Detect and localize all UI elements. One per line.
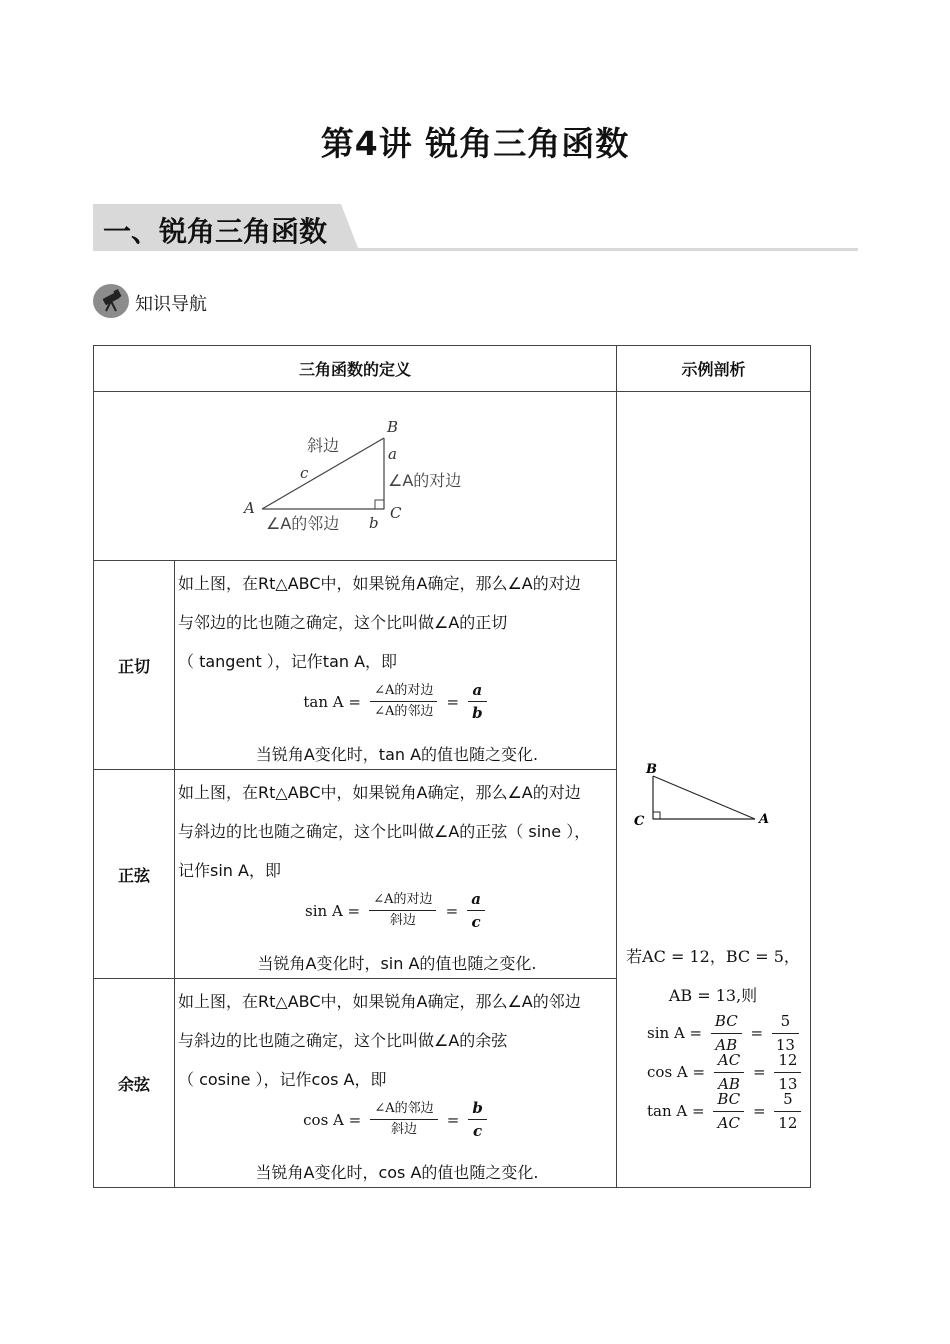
vertex-b-label: B (387, 418, 399, 436)
definition-footer: 当锐角A变化时，tan A的值也随之变化. (255, 744, 539, 764)
formula-eq: = (446, 1110, 460, 1129)
formula-num: ∠A的对边 (369, 892, 436, 911)
section-banner (93, 204, 858, 250)
page-title: 第4讲 锐角三角函数 (320, 124, 630, 163)
example-triangle (631, 760, 771, 830)
cos-rden: 13 (778, 1074, 798, 1093)
sine-definition (175, 770, 617, 979)
row-label-tangent: 正切 (94, 561, 175, 770)
definition-line: （ tangent ），记作tan A，即 (178, 651, 398, 671)
example-cos-formula (647, 1051, 805, 1094)
formula-lhs: cos A = (303, 1110, 362, 1129)
sin-rnum: 5 (772, 1012, 799, 1034)
nav-label: 知识导航 (135, 294, 207, 315)
side-a-label: a (388, 445, 397, 463)
adjacent-side-label: ∠A的邻边 (266, 514, 340, 533)
side-c-label: c (300, 464, 309, 482)
formula-rnum: a (467, 890, 485, 912)
sin-den: AB (715, 1035, 738, 1054)
formula-eq: = (446, 692, 460, 711)
sin-eq: = (750, 1024, 764, 1043)
side-b-label: b (369, 514, 379, 532)
tan-den: AC (717, 1113, 740, 1132)
sin-lhs: sin A = (647, 1024, 703, 1043)
formula-rnum: b (468, 1099, 487, 1121)
definition-line: 如上图，在Rt△ABC中，如果锐角A确定，那么∠A的对边 (178, 782, 581, 802)
telescope-icon (93, 284, 129, 318)
header-definition: 三角函数的定义 (94, 346, 617, 392)
cos-num: AC (714, 1051, 744, 1073)
tangent-formula (178, 681, 616, 743)
example-sin-formula (647, 1012, 803, 1055)
definition-line: 与邻边的比也随之确定，这个比叫做∠A的正切 (178, 612, 508, 632)
tan-num: BC (713, 1090, 744, 1112)
example-given-2: AB = 13,则 (668, 986, 758, 1005)
right-angle-mark (375, 500, 384, 509)
cos-den: AB (718, 1074, 740, 1093)
formula-eq: = (445, 901, 459, 920)
opposite-side-label: ∠A的对边 (388, 471, 462, 490)
row-label-cosine: 余弦 (94, 979, 175, 1188)
definition-line: 如上图，在Rt△ABC中，如果锐角A确定，那么∠A的对边 (178, 573, 581, 593)
example-vertex-b: B (646, 762, 658, 777)
cos-rnum: 12 (774, 1051, 801, 1073)
definition-line: 与斜边的比也随之确定，这个比叫做∠A的余弦 (178, 1030, 508, 1050)
formula-num: ∠A的对边 (370, 683, 437, 702)
tan-eq: = (752, 1102, 766, 1121)
table-header-row (94, 346, 811, 392)
example-given-1: 若AC = 12，BC = 5， (626, 947, 800, 966)
formula-den: ∠A的邻边 (374, 704, 434, 720)
row-label-sine: 正弦 (94, 770, 175, 979)
cosine-definition (175, 979, 617, 1188)
cos-lhs: cos A = (647, 1063, 706, 1082)
sine-formula (178, 890, 616, 952)
sin-rden: 13 (775, 1035, 795, 1054)
triangle-diagram (94, 392, 617, 560)
formula-den: 斜边 (390, 1122, 417, 1138)
cos-eq: = (752, 1063, 766, 1082)
vertex-c-label: C (390, 504, 402, 522)
definition-table (93, 345, 811, 1188)
example-vertex-c: C (634, 814, 645, 829)
example-cell (617, 392, 811, 1188)
example-side-ab (653, 776, 755, 819)
tan-rnum: 5 (774, 1090, 801, 1112)
vertex-a-label: A (244, 499, 255, 517)
definition-line: 与斜边的比也随之确定，这个比叫做∠A的正弦（ sine ）， (178, 821, 591, 841)
formula-den: 斜边 (389, 913, 416, 929)
example-tan-formula (647, 1090, 805, 1133)
formula-lhs: tan A = (303, 692, 361, 711)
formula-rden: c (473, 1122, 483, 1141)
definition-line: （ cosine ），记作cos A，即 (178, 1069, 387, 1089)
triangle-diagram-cell (94, 392, 617, 561)
definition-footer: 当锐角A变化时，sin A的值也随之变化. (257, 953, 537, 973)
example-vertex-a: A (759, 812, 770, 827)
header-example: 示例剖析 (617, 346, 811, 392)
formula-rden: b (472, 704, 483, 723)
cosine-formula (178, 1099, 616, 1161)
definition-footer: 当锐角A变化时，cos A的值也随之变化. (255, 1162, 539, 1182)
definition-line: 记作sin A，即 (178, 860, 281, 880)
formula-rnum: a (468, 681, 487, 703)
section-title: 一、锐角三角函数 (103, 215, 328, 248)
formula-num: ∠A的邻边 (370, 1101, 437, 1120)
tan-lhs: tan A = (647, 1102, 705, 1121)
formula-lhs: sin A = (305, 901, 361, 920)
example-right-angle (653, 812, 660, 819)
sin-num: BC (711, 1012, 742, 1034)
definition-line: 如上图，在Rt△ABC中，如果锐角A确定，那么∠A的邻边 (178, 991, 581, 1011)
formula-rden: c (471, 913, 481, 932)
diagram-row (94, 392, 811, 561)
hypotenuse-label: 斜边 (307, 436, 340, 455)
tan-rden: 12 (778, 1113, 798, 1132)
tangent-definition (175, 561, 617, 770)
